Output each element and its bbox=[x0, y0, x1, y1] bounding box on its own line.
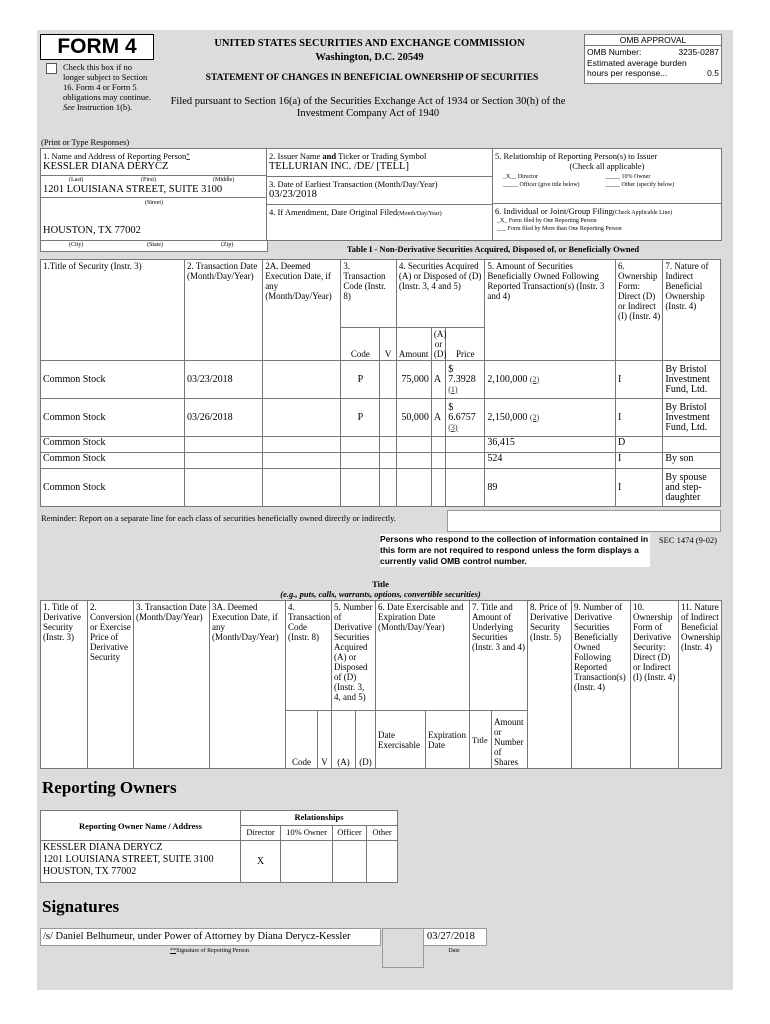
box6-label-small: (Check Applicable Line) bbox=[612, 210, 673, 216]
t1-r1-price-sym: $ bbox=[448, 401, 454, 413]
reporting-person-city: HOUSTON, TX 77002 bbox=[43, 225, 141, 236]
t2-hdr-7: 7. Title and Amount of Underlying Securities (Instr. 3 and 4) bbox=[470, 601, 528, 711]
name-parts-labels bbox=[41, 175, 267, 184]
t1-r1-nature: By Bristol Investment Fund, Ltd. bbox=[663, 399, 721, 437]
t1-r0-date: 03/23/2018 bbox=[185, 361, 263, 399]
t1-r1-title: Common Stock bbox=[41, 399, 185, 437]
box-earliest-transaction bbox=[266, 176, 493, 205]
street-label: (Street) bbox=[145, 200, 163, 206]
t1-hdr-form: 6. Ownership Form: Direct (D) or Indirect (I) (Instr. 4) bbox=[616, 260, 663, 361]
omb-hours: 0.5 bbox=[707, 68, 719, 78]
filing-one-person: _X_ Form filed by One Reporting Person bbox=[497, 218, 597, 224]
table1 bbox=[40, 259, 721, 507]
t1-r0-deemed bbox=[263, 361, 341, 399]
city-label: (City) bbox=[69, 242, 84, 248]
box2-label bbox=[267, 149, 492, 161]
t2-hdr-9: 9. Number of Derivative Securities Beneficially Owned Following Reported Transaction(s) (Instr. 4) bbox=[572, 601, 631, 769]
reporting-person-name: KESSLER DIANA DERYCZ bbox=[43, 161, 169, 172]
t1-r1-owned bbox=[485, 399, 616, 437]
t1-r0-nature: By Bristol Investment Fund, Ltd. bbox=[663, 361, 721, 399]
director-check: _X__ Director bbox=[503, 174, 538, 180]
persons-notice: Persons who respond to the collection of information contained in this form are not required to respond unless the form displays a currently valid OMB control number. bbox=[380, 534, 649, 566]
owner-name: KESSLER DIANA DERYCZ bbox=[43, 842, 163, 853]
t1-hdr-v: V bbox=[380, 328, 396, 361]
omb-title: OMB APPROVAL bbox=[585, 35, 721, 46]
footnote-link[interactable]: (1) bbox=[448, 384, 458, 394]
t2-hdr-exp: Expiration Date bbox=[426, 711, 470, 769]
t2-hdr-amount: Amount or Number of Shares bbox=[492, 711, 528, 769]
table-row bbox=[41, 361, 721, 399]
signature-label-text: Signature of Reporting Person bbox=[176, 948, 249, 954]
t1-hdr-amount: Amount bbox=[396, 328, 431, 361]
t1-r0-amount: 75,000 bbox=[396, 361, 431, 399]
t1-r0-form: I bbox=[616, 361, 663, 399]
t2-hdr-d: (D) bbox=[356, 711, 376, 769]
middle-label: (Middle) bbox=[213, 177, 235, 183]
t1-r2-nature bbox=[663, 437, 721, 453]
t1-r0-price-sym: $ bbox=[448, 363, 454, 375]
checkbox-instructions: Check this box if no longer subject to Section 16. Form 4 or Form 5 obligations may continue. See Instruction 1(b). bbox=[63, 62, 152, 112]
omb-hours-row bbox=[585, 68, 721, 78]
omb-approval-box bbox=[584, 34, 722, 84]
t1-hdr-date: 2. Transaction Date (Month/Day/Year) bbox=[185, 260, 263, 361]
t1-r1-form: I bbox=[616, 399, 663, 437]
filed-pursuant: Filed pursuant to Section 16(a) of the Securities Exchange Act of 1934 or Section 30(h) of the Investment Company Act of 1940 bbox=[170, 96, 566, 119]
signature-label-marks: ** bbox=[170, 948, 177, 954]
t1-hdr-aord: (A) or (D) bbox=[431, 328, 445, 361]
signature-date: 03/27/2018 bbox=[427, 931, 475, 942]
t2-hdr-title: Title bbox=[470, 711, 492, 769]
signature-label bbox=[40, 948, 379, 955]
signature-gap-box bbox=[382, 928, 424, 968]
relationships-hdr: Relationships bbox=[241, 811, 398, 826]
box1-label: 1. Name and Address of Reporting Person bbox=[43, 151, 187, 161]
agency-city: Washington, D.C. 20549 bbox=[315, 52, 424, 63]
t1-r0-v bbox=[380, 361, 396, 399]
t1-r1-deemed bbox=[263, 399, 341, 437]
zip-label: (Zip) bbox=[221, 242, 234, 248]
reporting-owners-heading: Reporting Owners bbox=[42, 778, 177, 797]
t1-hdr-nature: 7. Nature of Indirect Beneficial Ownership (Instr. 4) bbox=[663, 260, 721, 361]
sec-code: SEC 1474 (9-02) bbox=[658, 535, 717, 545]
t1-hdr-deemed: 2A. Deemed Execution Date, if any (Month/Day/Year) bbox=[263, 260, 341, 361]
t1-r2-title: Common Stock bbox=[41, 437, 185, 453]
director-hdr: Director bbox=[241, 826, 281, 841]
t1-r4-form: I bbox=[616, 469, 663, 507]
box2-label-and: and bbox=[322, 151, 337, 161]
t1-r1-v bbox=[380, 399, 396, 437]
footnote-link[interactable]: (2) bbox=[529, 374, 540, 384]
t2-hdr-5: 5. Number of Derivative Securities Acquired (A) or Disposed of (D) (Instr. 3, 4, and 5) bbox=[332, 601, 376, 711]
box4-label-small: (Month/Day/Year) bbox=[397, 211, 442, 217]
reminder-text: Reminder: Report on a separate line for each class of securities beneficially owned directly or indirectly. bbox=[41, 513, 396, 523]
agency-name: UNITED STATES SECURITIES AND EXCHANGE COMMISSION bbox=[214, 38, 525, 49]
form-page bbox=[37, 30, 733, 990]
t2-hdr-8: 8. Price of Derivative Security (Instr. 5) bbox=[528, 601, 572, 769]
t2-hdr-code: Code bbox=[286, 711, 318, 769]
date-area bbox=[423, 928, 487, 946]
t1-r0-code: P bbox=[341, 361, 380, 399]
t1-r3-owned: 524 bbox=[485, 453, 616, 469]
table-row bbox=[41, 453, 721, 469]
reminder-box bbox=[447, 510, 721, 532]
t1-r0-price bbox=[446, 361, 485, 399]
statement-title: STATEMENT OF CHANGES IN BENEFICIAL OWNERSHIP OF SECURITIES bbox=[205, 73, 539, 83]
t1-r4-nature: By spouse and step-daughter bbox=[663, 469, 721, 507]
earliest-transaction-date: 03/23/2018 bbox=[269, 189, 317, 200]
ten-pct-check: _____ 10% Owner bbox=[605, 174, 651, 180]
t1-r1-price-val: 6.6757 bbox=[448, 411, 476, 423]
signatures-heading: Signatures bbox=[42, 897, 120, 916]
table-row bbox=[41, 841, 398, 883]
t1-r1-date: 03/26/2018 bbox=[185, 399, 263, 437]
table2-subtitle bbox=[40, 589, 721, 599]
owner-street: 1201 LOUISIANA STREET, SUITE 3100 bbox=[43, 854, 214, 865]
t1-hdr-price: Price bbox=[446, 328, 485, 361]
table1-title: Table I - Non-Derivative Securities Acquired, Disposed of, or Beneficially Owned bbox=[346, 244, 640, 254]
first-label: (First) bbox=[141, 177, 156, 183]
signature-text: /s/ Daniel Belhumeur, under Power of Attorney by Diana Derycz-Kessler bbox=[43, 931, 351, 942]
t1-r4-title: Common Stock bbox=[41, 469, 185, 507]
reporting-person-street: 1201 LOUISIANA STREET, SUITE 3100 bbox=[43, 184, 223, 195]
state-label: (State) bbox=[147, 242, 163, 248]
t2-hdr-v: V bbox=[318, 711, 332, 769]
t1-hdr-acquired: 4. Securities Acquired (A) or Disposed of (D) (Instr. 3, 4 and 5) bbox=[396, 260, 484, 328]
box-amendment bbox=[266, 204, 493, 241]
issuer-name: TELLURIAN INC. /DE/ [TELL] bbox=[269, 161, 409, 172]
t2-hdr-3a: 3A. Deemed Execution Date, if any (Month/Day/Year) bbox=[210, 601, 286, 769]
box4-label: 4. If Amendment, Date Original Filed bbox=[269, 207, 398, 217]
table-row bbox=[41, 437, 721, 453]
t1-hdr-owned: 5. Amount of Securities Beneficially Owned Following Reported Transaction(s) (Instr. 3 and 4) bbox=[485, 260, 616, 361]
officer-hdr: Officer bbox=[333, 826, 367, 841]
t1-r3-nature: By son bbox=[663, 453, 721, 469]
t2-hdr-date-ex: Date Exercisable bbox=[376, 711, 426, 769]
t1-r1-code: P bbox=[341, 399, 380, 437]
other-check: _____ Other (specify below) bbox=[605, 182, 675, 188]
box3-label: 3. Date of Earliest Transaction (Month/Day/Year) bbox=[269, 179, 438, 189]
officer-check: _____ Officer (give title below) bbox=[503, 182, 580, 188]
t1-r1-price bbox=[446, 399, 485, 437]
table2-subtitle-text: (e.g., puts, calls, warrants, options, convertible securities) bbox=[280, 589, 481, 599]
print-type: (Print or Type Responses) bbox=[41, 137, 130, 147]
t1-r2-form: D bbox=[616, 437, 663, 453]
t1-r3-title: Common Stock bbox=[41, 453, 185, 469]
t2-hdr-2: 2. Conversion or Exercise Price of Derivative Security bbox=[88, 601, 134, 769]
other-hdr: Other bbox=[367, 826, 398, 841]
last-label: (Last) bbox=[69, 177, 84, 183]
t2-hdr-1: 1. Title of Derivative Security (Instr. 3) bbox=[41, 601, 88, 769]
table-row bbox=[41, 469, 721, 507]
relationship-checks bbox=[493, 173, 721, 191]
ten-pct-hdr: 10% Owner bbox=[281, 826, 333, 841]
t2-hdr-10: 10. Ownership Form of Derivative Security: Direct (D) or Indirect (I) (Instr. 4) bbox=[631, 601, 679, 769]
omb-number: 3235-0287 bbox=[678, 47, 719, 57]
table2-title: Title bbox=[372, 579, 389, 589]
omb-number-row bbox=[585, 46, 721, 58]
box-issuer bbox=[266, 148, 493, 177]
t2-hdr-6: 6. Date Exercisable and Expiration Date (Month/Day/Year) bbox=[376, 601, 470, 711]
t1-r2-owned: 36,415 bbox=[485, 437, 616, 453]
no-longer-subject-checkbox[interactable] bbox=[46, 63, 57, 74]
signature-area bbox=[40, 928, 381, 946]
table-row bbox=[41, 399, 721, 437]
box2-label-pre: 2. Issuer Name bbox=[269, 151, 321, 161]
t2-hdr-a: (A) bbox=[332, 711, 356, 769]
t1-hdr-code: 3. Transaction Code (Instr. 8) bbox=[341, 260, 397, 328]
filing-more-persons: ___ Form filed by More than One Reporting Person bbox=[497, 226, 622, 232]
box-city-state-zip bbox=[40, 240, 268, 252]
t1-r0-title: Common Stock bbox=[41, 361, 185, 399]
date-label: Date bbox=[448, 948, 460, 954]
box5-sub: (Check all applicable) bbox=[569, 161, 645, 171]
owner-city: HOUSTON, TX 77002 bbox=[43, 866, 137, 877]
t2-hdr-4: 4. Transaction Code (Instr. 8) bbox=[286, 601, 332, 711]
box-address-2 bbox=[40, 197, 268, 241]
omb-number-label: OMB Number: bbox=[587, 47, 642, 57]
t1-r1-amount: 50,000 bbox=[396, 399, 431, 437]
t1-hdr-title: 1.Title of Security (Instr. 3) bbox=[41, 260, 185, 361]
t1-hdr-code-sub: Code bbox=[341, 328, 380, 361]
form-title: FORM 4 bbox=[40, 34, 154, 60]
t2-hdr-11: 11. Nature of Indirect Beneficial Ownership (Instr. 4) bbox=[679, 601, 722, 769]
box1-asterisk: * bbox=[186, 152, 190, 160]
table2 bbox=[40, 600, 722, 769]
box-filing-type bbox=[492, 203, 722, 241]
owner-director-mark: X bbox=[241, 841, 281, 883]
omb-burden-label: Estimated average burden bbox=[587, 58, 687, 68]
t1-r3-form: I bbox=[616, 453, 663, 469]
t1-r0-price-val: 7.3928 bbox=[448, 373, 476, 385]
box-relationship bbox=[492, 148, 722, 204]
t1-r0-owned bbox=[485, 361, 616, 399]
t1-r4-owned: 89 bbox=[485, 469, 616, 507]
owner-name-hdr: Reporting Owner Name / Address bbox=[41, 811, 241, 841]
box6-label: 6. Individual or Joint/Group Filing bbox=[495, 206, 613, 216]
footnote-link[interactable]: (3) bbox=[448, 422, 458, 432]
t2-hdr-3: 3. Transaction Date (Month/Day/Year) bbox=[134, 601, 210, 769]
t1-r0-owned-val: 2,100,000 bbox=[487, 373, 528, 385]
footnote-link[interactable]: (2) bbox=[529, 412, 540, 422]
owner-address bbox=[41, 841, 241, 883]
t1-r1-aord: A bbox=[431, 399, 445, 437]
omb-hours-label: hours per response... bbox=[587, 68, 668, 78]
t1-r0-aord: A bbox=[431, 361, 445, 399]
box-reporting-person bbox=[40, 148, 268, 198]
box2-label-post: Ticker or Trading Symbol bbox=[338, 151, 427, 161]
reporting-owners-table bbox=[40, 810, 398, 883]
box5-label: 5. Relationship of Reporting Person(s) to Issuer bbox=[495, 151, 658, 161]
t1-r1-owned-val: 2,150,000 bbox=[487, 411, 528, 423]
